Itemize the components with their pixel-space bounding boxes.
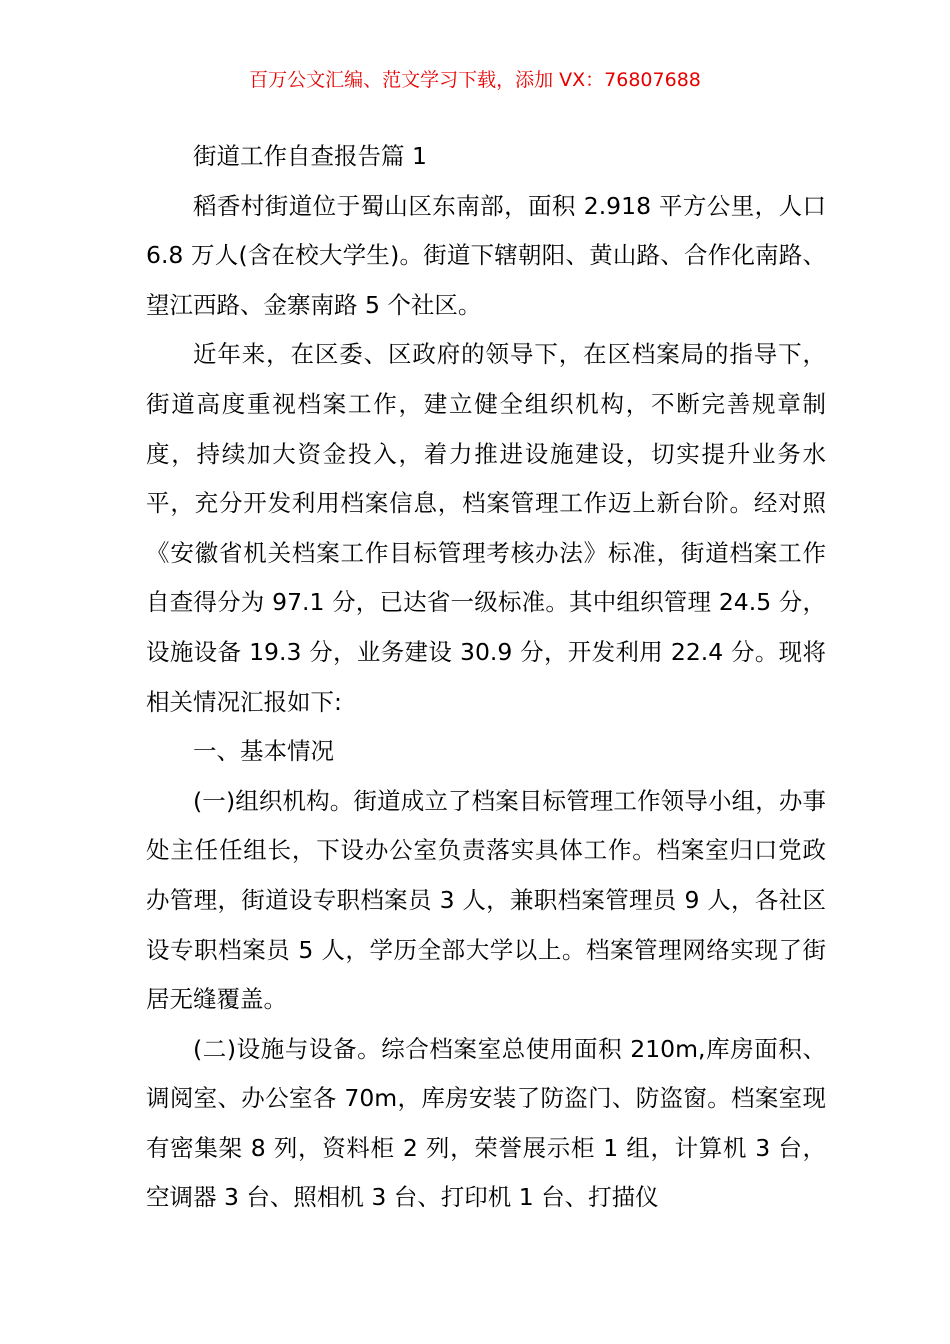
paragraph-location: 稻香村街道位于蜀山区东南部，面积 2.918 平方公里，人口 6.8 万人(含在校大学生)。街道下辖朝阳、黄山路、合作化南路、望江西路、金寨南路 5 个社区。 <box>146 191 826 319</box>
paragraph-overview: 近年来，在区委、区政府的领导下，在区档案局的指导下，街道高度重视档案工作，建立健全组织机构，不断完善规章制度，持续加大资金投入，着力推进设施建设，切实提升业务水平，充分开发利用档案信息，档案管理工作迈上新台阶。经对照《安徽省机关档案工作目标管理考核办法》标准，街道档案工作自查得分为 97.1 分，已达省一级标准。其中组织管理 24.5 分，设施设备 19.3 分，业务建设 30.9 分，开发利用 22.4 分。现将相关情况汇报如下: <box>146 340 826 716</box>
paragraph-organization: (一)组织机构。街道成立了档案目标管理工作领导小组，办事处主任任组长，下设办公室负责落实具体工作。档案室归口党政办管理，街道设专职档案员 3 人，兼职档案管理员 9 人，各社区设专职档案员 5 人，学历全部大学以上。档案管理网络实现了街居无缝覆盖。 <box>146 786 826 1014</box>
paragraph-facilities: (二)设施与设备。综合档案室总使用面积 210m,库房面积、调阅室、办公室各 70m，库房安装了防盗门、防盗窗。档案室现有密集架 8 列，资料柜 2 列，荣誉展示柜 1 组，计算机 3 台，空调器 3 台、照相机 3 台、打印机 1 台、打描仪 <box>146 1034 826 1212</box>
document-body <box>146 132 826 1223</box>
document-title: 街道工作自查报告篇 1 <box>193 142 427 170</box>
section-heading-basic: 一、基本情况 <box>193 737 334 766</box>
header-banner: 百万公文汇编、范文学习下载，添加 VX：76807688 <box>249 69 701 91</box>
